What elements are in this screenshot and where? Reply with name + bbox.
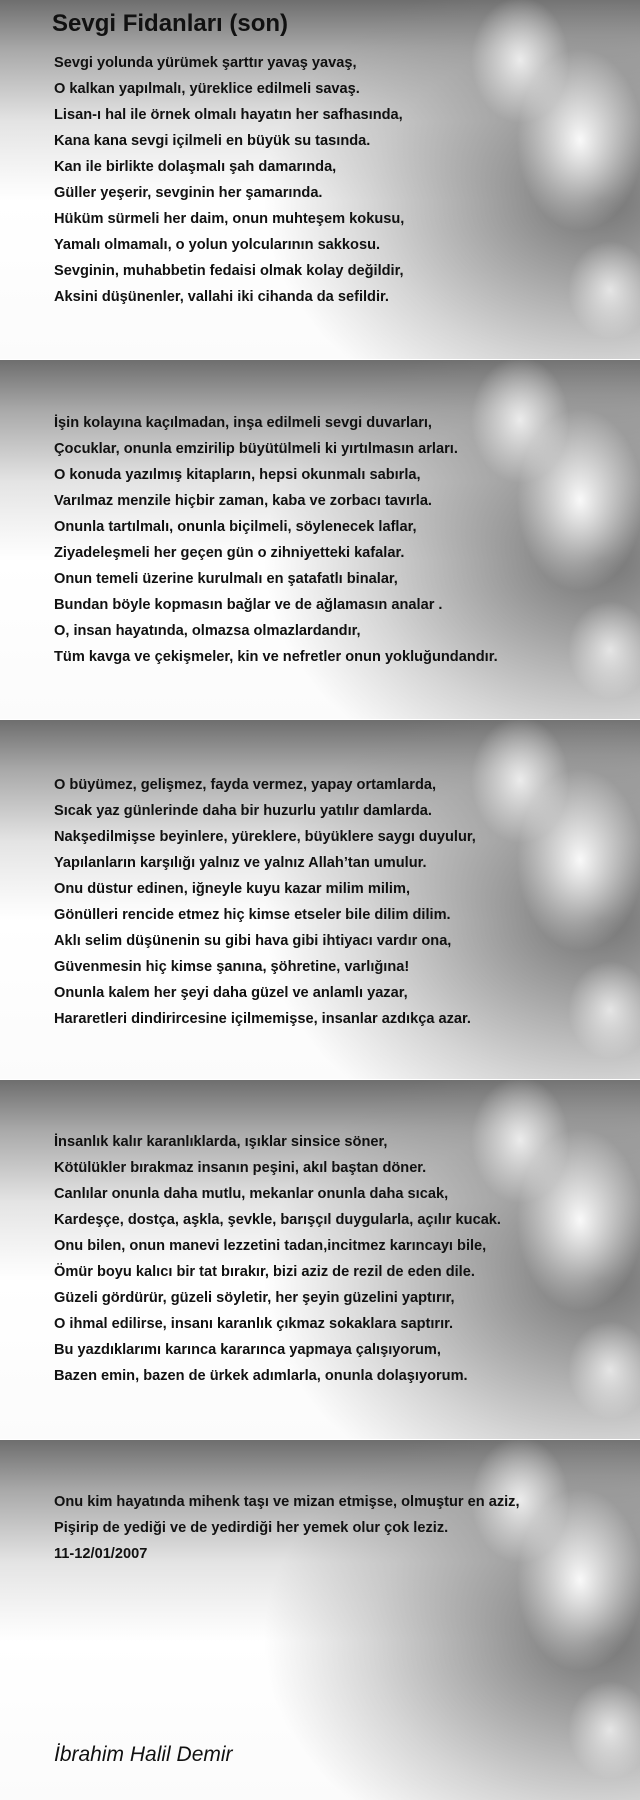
poem-line: Canlılar onunla daha mutlu, mekanlar onunla daha sıcak, bbox=[54, 1186, 449, 1202]
poem-line: Varılmaz menzile hiçbir zaman, kaba ve zorbacı tavırla. bbox=[54, 493, 432, 509]
poem-line: Hüküm sürmeli her daim, onun muhteşem kokusu, bbox=[54, 211, 405, 227]
poem-title: Sevgi Fidanları (son) bbox=[52, 10, 289, 37]
poem-line: Bu yazdıklarımı karınca kararınca yapmaya çalışıyorum, bbox=[54, 1342, 441, 1358]
stanza-panel-4 bbox=[0, 1080, 640, 1439]
stanza-panel-1 bbox=[0, 0, 640, 359]
poem-line: Onu düstur edinen, iğneyle kuyu kazar milim milim, bbox=[54, 881, 411, 897]
poem-line: Sıcak yaz günlerinde daha bir huzurlu yatılır damlarda. bbox=[54, 803, 432, 819]
poem-line: Hararetleri dindirircesine içilmemişse, insanlar azdıkça azar. bbox=[54, 1011, 471, 1027]
poem-line: Kan ile birlikte dolaşmalı şah damarında, bbox=[54, 159, 337, 175]
poem-line: Kötülükler bırakmaz insanın peşini, akıl baştan döner. bbox=[54, 1160, 427, 1176]
poem-line: Onun temeli üzerine kurulmalı en şatafatlı binalar, bbox=[54, 571, 398, 587]
poem-line: İşin kolayına kaçılmadan, inşa edilmeli sevgi duvarları, bbox=[54, 415, 432, 431]
poem-line: O ihmal edilirse, insanı karanlık çıkmaz sokaklara saptırır. bbox=[54, 1316, 454, 1332]
poem-line: Gönülleri rencide etmez hiç kimse etseler bile dilim dilim. bbox=[54, 907, 451, 923]
poem-line: Güzeli gördürür, güzeli söyletir, her şeyin güzelini yaptırır, bbox=[54, 1290, 455, 1306]
poem-line: Tüm kavga ve çekişmeler, kin ve nefretler onun yokluğundandır. bbox=[54, 649, 498, 665]
poem-line: Aklı selim düşünenin su gibi hava gibi ihtiyacı vardır ona, bbox=[54, 933, 452, 949]
poem-line: Çocuklar, onunla emzirilip büyütülmeli ki yırtılmasın arları. bbox=[54, 441, 458, 457]
poem-line: Yapılanların karşılığı yalnız ve yalnız Allah’tan umulur. bbox=[54, 855, 427, 871]
stanza-3 bbox=[54, 772, 476, 1032]
poem-line: Güvenmesin hiç kimse şanına, şöhretine, varlığına! bbox=[54, 959, 410, 975]
stanza-1 bbox=[54, 50, 404, 310]
poem-line: Sevgi yolunda yürümek şarttır yavaş yavaş, bbox=[54, 55, 357, 71]
poem-line: Lisan-ı hal ile örnek olmalı hayatın her safhasında, bbox=[54, 107, 403, 123]
stanza-panel-3 bbox=[0, 720, 640, 1079]
stanza-panel-2 bbox=[0, 360, 640, 719]
poem-line: İnsanlık kalır karanlıklarda, ışıklar sinsice söner, bbox=[54, 1134, 388, 1150]
poem-line: Bazen emin, bazen de ürkek adımlarla, onunla dolaşıyorum. bbox=[54, 1368, 468, 1384]
poem-line: Nakşedilmişse beyinlere, yüreklere, büyüklere saygı duyulur, bbox=[54, 829, 476, 845]
stanza-5 bbox=[54, 1489, 520, 1567]
poem-line: Onu kim hayatında mihenk taşı ve mizan etmişse, olmuştur en aziz, bbox=[54, 1494, 520, 1510]
poem-line: Aksini düşünenler, vallahi iki cihanda da sefildir. bbox=[54, 289, 389, 305]
poem-line: Bundan böyle kopmasın bağlar ve de ağlamasın analar . bbox=[54, 597, 443, 613]
poem-line: Ömür boyu kalıcı bir tat bırakır, bizi aziz de rezil de eden dile. bbox=[54, 1264, 475, 1280]
poem-line: Onunla kalem her şeyi daha güzel ve anlamlı yazar, bbox=[54, 985, 408, 1001]
poem-line: Pişirip de yediği ve de yedirdiği her yemek olur çok leziz. bbox=[54, 1520, 449, 1536]
poem-line: Kardeşçe, dostça, aşkla, şevkle, barışçıl duygularla, açılır kucak. bbox=[54, 1212, 501, 1228]
poem-line: O, insan hayatında, olmazsa olmazlardandır, bbox=[54, 623, 361, 639]
poem-line: Yamalı olmamalı, o yolun yolcularının sakkosu. bbox=[54, 237, 381, 253]
poem-line: Onunla tartılmalı, onunla biçilmeli, söylenecek laflar, bbox=[54, 519, 417, 535]
stanza-panel-5 bbox=[0, 1440, 640, 1800]
stanza-4 bbox=[54, 1129, 501, 1389]
poem-line: O büyümez, gelişmez, fayda vermez, yapay ortamlarda, bbox=[54, 777, 437, 793]
poem-line: O kalkan yapılmalı, yüreklice edilmeli savaş. bbox=[54, 81, 360, 97]
poem-line: O konuda yazılmış kitapların, hepsi okunmalı sabırla, bbox=[54, 467, 421, 483]
poem-line: Onu bilen, onun manevi lezzetini tadan,incitmez karıncayı bile, bbox=[54, 1238, 487, 1254]
stanza-2 bbox=[54, 410, 498, 670]
poem-line: Güller yeşerir, sevginin her şamarında. bbox=[54, 185, 323, 201]
poem-line: Ziyadeleşmeli her geçen gün o zihniyetteki kafalar. bbox=[54, 545, 405, 561]
poem-date: 11-12/01/2007 bbox=[54, 1546, 148, 1562]
poem-line: Kana kana sevgi içilmeli en büyük su tasında. bbox=[54, 133, 371, 149]
author-signature: İbrahim Halil Demir bbox=[54, 1743, 233, 1766]
poem-line: Sevginin, muhabbetin fedaisi olmak kolay değildir, bbox=[54, 263, 404, 279]
